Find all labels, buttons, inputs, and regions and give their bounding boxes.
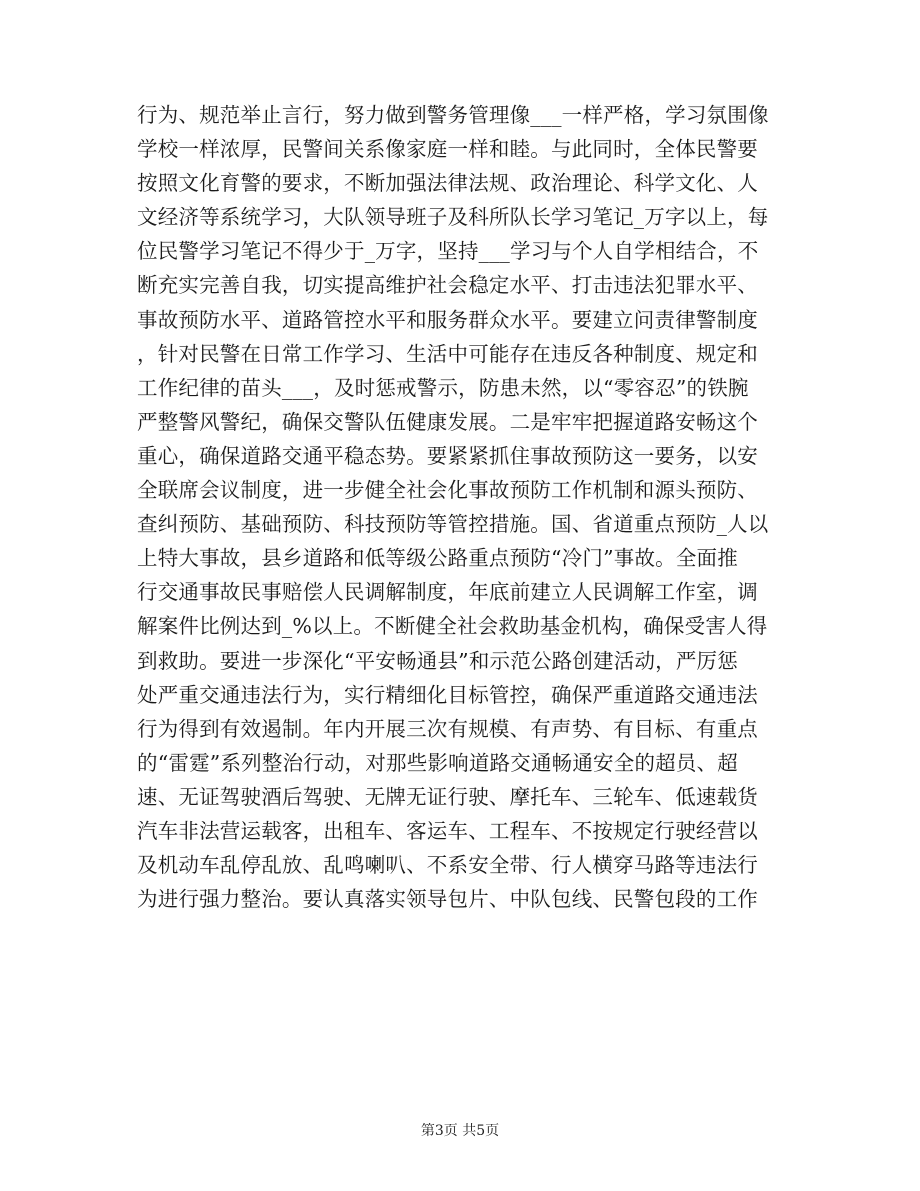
text-line: 全联席会议制度，进一步健全社会化事故预防工作机制和源头预防、: [137, 478, 758, 503]
text-line: 严整警风警纪，确保交警队伍健康发展。二是牢牢把握道路安畅这个: [137, 409, 758, 434]
text-line: 及机动车乱停乱放、乱鸣喇叭、不系安全带、行人横穿马路等违法行: [137, 853, 758, 878]
text-line: 查纠预防、基础预防、科技预防等管控措施。国、省道重点预防_人以: [137, 512, 769, 537]
text-line: 处严重交通违法行为，实行精细化目标管控，确保严重道路交通违法: [137, 682, 758, 707]
text-line: 行为得到有效遏制。年内开展三次有规模、有声势、有目标、有重点: [137, 716, 758, 741]
text-line: 按照文化育警的要求，不断加强法律法规、政治理论、科学文化、人: [137, 171, 758, 196]
text-line: 断充实完善自我，切实提高维护社会稳定水平、打击违法犯罪水平、: [137, 273, 758, 298]
text-line: ，针对民警在日常工作学习、生活中可能存在违反各种制度、规定和: [137, 341, 758, 366]
text-line: 行为、规范举止言行，努力做到警务管理像___一样严格，学习氛围像: [137, 103, 769, 127]
text-line: 汽车非法营运载客，出租车、客运车、工程车、不按规定行驶经营以: [137, 818, 758, 843]
text-line: 为进行强力整治。要认真落实领导包片、中队包线、民警包段的工作: [137, 887, 758, 912]
text-line: 工作纪律的苗头___，及时惩戒警示，防患未然，以“零容忍”的铁腕: [137, 375, 749, 400]
text-line: 事故预防水平、道路管控水平和服务群众水平。要建立问责律警制度: [137, 307, 758, 332]
text-line: 解案件比例达到_%以上。不断健全社会救助基金机构，确保受害人得: [137, 614, 768, 639]
page-number-footer: 第3页 共5页: [420, 1123, 500, 1139]
text-line: 速、无证驾驶酒后驾驶、无牌无证行驶、摩托车、三轮车、低速载货: [137, 784, 758, 809]
text-line: 学校一样浓厚，民警间关系像家庭一样和睦。与此同时，全体民警要: [137, 137, 758, 162]
text-line: 文经济等系统学习，大队领导班子及科所队长学习笔记_万字以上，每: [137, 205, 769, 230]
text-line: 位民警学习笔记不得少于_万字，坚持___学习与个人自学相结合，不: [137, 239, 759, 264]
text-line: 的“雷霆”系列整治行动，对那些影响道路交通畅通安全的超员、超: [137, 750, 738, 775]
body-paragraph: [137, 98, 797, 916]
text-line: 上特大事故，县乡道路和低等级公路重点预防“冷门”事故。全面推: [137, 546, 738, 571]
text-line: 到救助。要进一步深化“平安畅通县”和示范公路创建活动，严厉惩: [137, 648, 738, 673]
text-line: 行交通事故民事赔偿人民调解制度，年底前建立人民调解工作室，调: [137, 580, 758, 605]
text-line: 重心，确保道路交通平稳态势。要紧紧抓住事故预防这一要务，以安: [137, 443, 758, 468]
